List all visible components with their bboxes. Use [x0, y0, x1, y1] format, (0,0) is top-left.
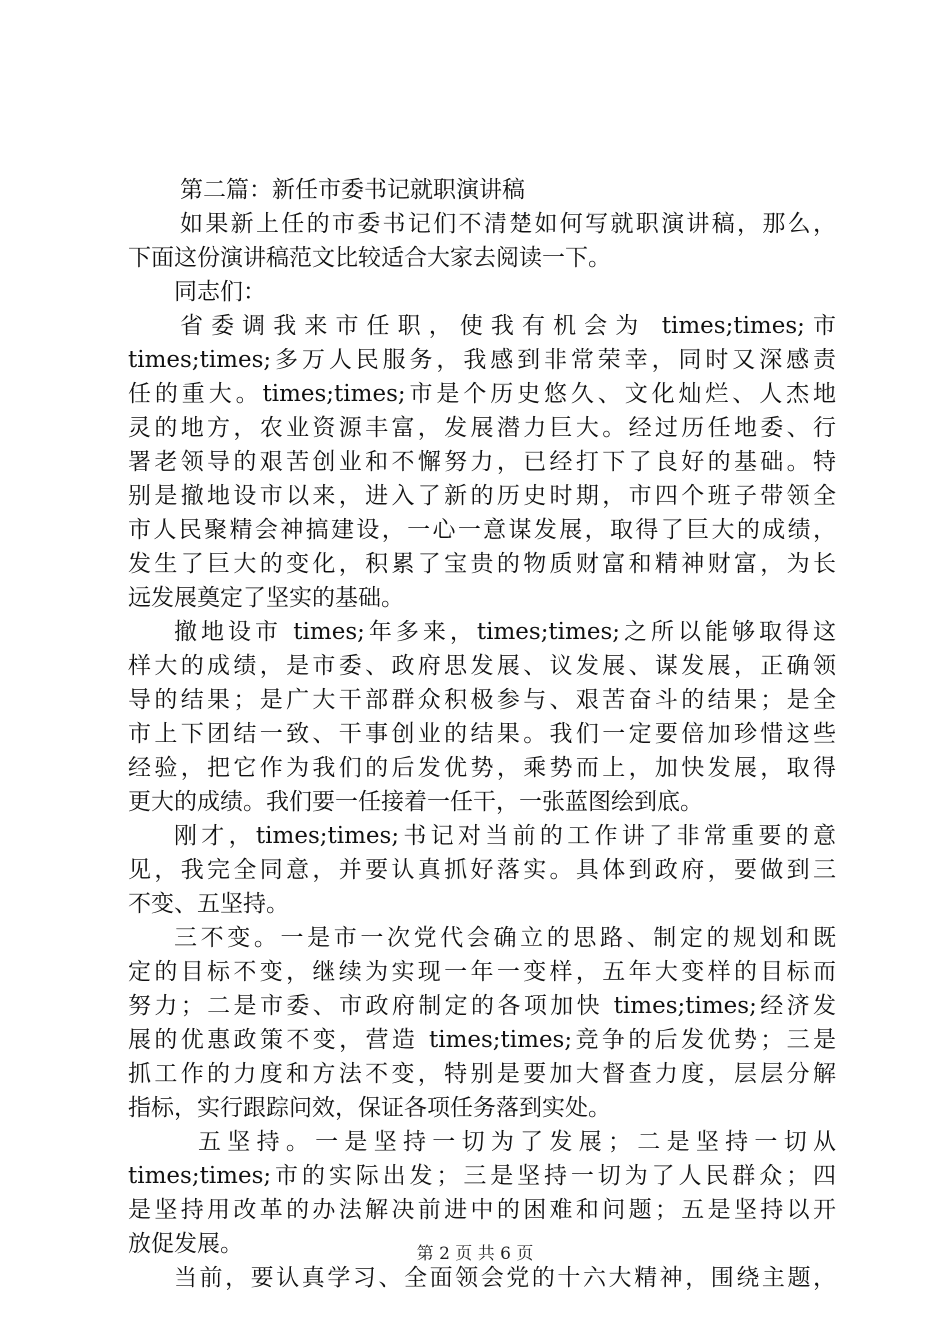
- text-line: 省委调我来市任职，使我有机会为 times;times;市: [180, 313, 836, 339]
- text-line: 经验，把它作为我们的后发优势，乘势而上，加快发展，取得: [128, 755, 836, 781]
- text-line: 发生了巨大的变化，积累了宝贵的物质财富和精神财富，为长: [128, 551, 836, 577]
- text-line: 是坚持用改革的办法解决前进中的困难和问题；五是坚持以开: [128, 1197, 836, 1223]
- text-line: 抓工作的力度和方法不变，特别是要加大督查力度，层层分解: [128, 1061, 836, 1087]
- text-line: 任的重大。times;times;市是个历史悠久、文化灿烂、人杰地: [128, 381, 836, 407]
- text-line: 定的目标不变，继续为实现一年一变样，五年大变样的目标而: [128, 959, 836, 985]
- text-line: 署老领导的艰苦创业和不懈努力，已经打下了良好的基础。特: [128, 449, 836, 475]
- document-heading: 第二篇：新任市委书记就职演讲稿: [180, 177, 525, 203]
- text-line: 五坚持。一是坚持一切为了发展；二是坚持一切从: [198, 1129, 836, 1155]
- text-line: 如果新上任的市委书记们不清楚如何写就职演讲稿，那么，: [180, 211, 836, 237]
- salutation: 同志们：: [174, 279, 266, 305]
- text-line: times;times;多万人民服务，我感到非常荣幸，同时又深感责: [128, 347, 836, 373]
- text-line: 市人民聚精会神搞建设，一心一意谋发展，取得了巨大的成绩，: [128, 517, 836, 543]
- text-line: 指标，实行跟踪问效，保证各项任务落到实处。: [128, 1095, 611, 1121]
- text-line: 样大的成绩，是市委、政府思发展、议发展、谋发展，正确领: [128, 653, 836, 679]
- page-number-footer: 第 2 页 共 6 页: [416, 1244, 534, 1264]
- document-body: [128, 173, 836, 1295]
- text-line: 远发展奠定了坚实的基础。: [128, 585, 404, 611]
- text-line: 更大的成绩。我们要一任接着一任干，一张蓝图绘到底。: [128, 789, 703, 815]
- text-line: 下面这份演讲稿范文比较适合大家去阅读一下。: [128, 245, 611, 271]
- text-line: 不变、五坚持。: [128, 891, 289, 917]
- text-line: 努力；二是市委、市政府制定的各项加快 times;times;经济发: [128, 993, 836, 1019]
- text-line: 导的结果；是广大干部群众积极参与、艰苦奋斗的结果；是全: [128, 687, 836, 713]
- text-line: 市上下团结一致、干事创业的结果。我们一定要倍加珍惜这些: [128, 721, 836, 747]
- text-line: 放促发展。: [128, 1231, 243, 1257]
- text-line: 撤地设市 times;年多来，times;times;之所以能够取得这: [174, 619, 836, 645]
- text-line: 展的优惠政策不变，营造 times;times;竞争的后发优势；三是: [128, 1027, 836, 1053]
- text-line: 别是撤地设市以来，进入了新的历史时期，市四个班子带领全: [128, 483, 836, 509]
- text-line: 当前，要认真学习、全面领会党的十六大精神，围绕主题，: [174, 1265, 836, 1291]
- text-line: 三不变。一是市一次党代会确立的思路、制定的规划和既: [174, 925, 836, 951]
- text-line: 灵的地方，农业资源丰富，发展潜力巨大。经过历任地委、行: [128, 415, 836, 441]
- text-line: 见，我完全同意，并要认真抓好落实。具体到政府，要做到三: [128, 857, 836, 883]
- text-line: times;times;市的实际出发；三是坚持一切为了人民群众；四: [128, 1163, 836, 1189]
- text-line: 刚才，times;times;书记对当前的工作讲了非常重要的意: [174, 823, 836, 849]
